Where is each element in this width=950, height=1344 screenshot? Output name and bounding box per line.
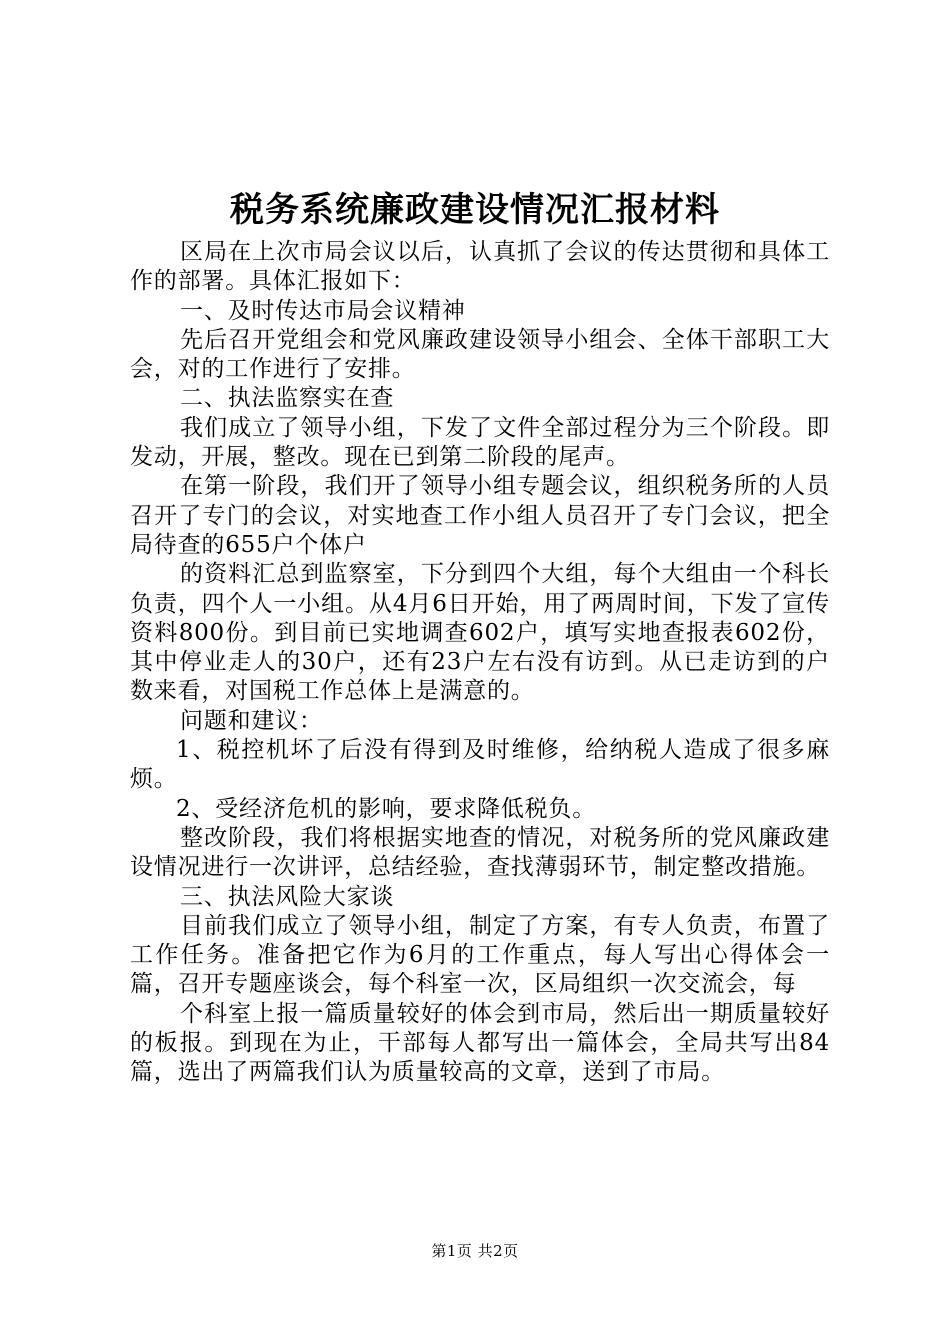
list-item: 1、税控机坏了后没有得到及时维修，给纳税人造成了很多麻烦。 <box>130 737 830 793</box>
section-heading-3: 三、执法风险大家谈 <box>180 883 395 910</box>
list-item: 2、受经济危机的影响，要求降低税负。 <box>176 795 597 822</box>
paragraph: 在第一阶段，我们开了领导小组专题会议，组织税务所的人员召开了专门的会议，对实地查工作小组人员召开了专门会议，把全局待查的655户个体户 <box>130 473 830 558</box>
paragraph: 先后召开党组会和党风廉政建设领导小组会、全体干部职工大会，对的工作进行了安排。 <box>130 326 830 383</box>
paragraph-intro: 区局在上次市局会议以后，认真抓了会议的传达贯彻和具体工作的部署。具体汇报如下： <box>130 239 830 295</box>
paragraph: 目前我们成立了领导小组，制定了方案，有专人负责，布置了工作任务。准备把它作为6月的工作重点，每人写出心得体会一篇，召开专题座谈会，每个科室一次，区局组织一次交流会，每 <box>130 912 830 998</box>
page-footer: 第1页 共2页 <box>431 1242 519 1260</box>
section-heading-1: 一、及时传达市局会议精神 <box>180 297 466 324</box>
paragraph: 个科室上报一篇质量较好的体会到市局，然后出一期质量较好的板报。到现在为止，干部每人都写出一篇体会，全局共写出84篇，选出了两篇我们认为质量较高的文章，送到了市局。 <box>130 1000 830 1086</box>
section-heading-2: 二、执法监察实在查 <box>180 385 395 412</box>
paragraph: 我们成立了领导小组，下发了文件全部过程分为三个阶段。即发动，开展，整改。现在已到第二阶段的尾声。 <box>130 414 830 471</box>
document-title: 税务系统廉政建设情况汇报材料 <box>230 190 720 230</box>
paragraph: 的资料汇总到监察室，下分到四个大组，每个大组由一个科长负责，四个人一小组。从4月6日开始，用了两周时间，下发了宣传资料800份。到目前已实地调查602户，填写实地查报表602份，其中停业走人的30户，还有23户左右没有访到。从已走访到的户数来看，对国税工作总体上是满意的。 <box>130 561 830 705</box>
paragraph: 整改阶段，我们将根据实地查的情况，对税务所的党风廉政建设情况进行一次讲评，总结经验，查找薄弱环节，制定整改措施。 <box>130 824 830 881</box>
subheading-issues: 问题和建议： <box>180 707 323 734</box>
document-body <box>130 238 830 1088</box>
